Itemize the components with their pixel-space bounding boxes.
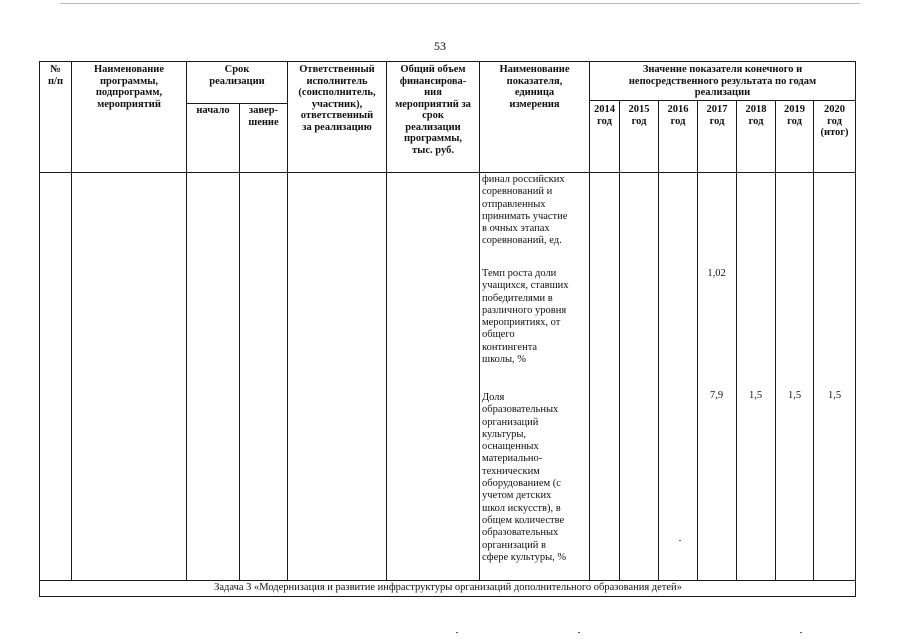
header-indicator: Наименование показателя, единица измерения bbox=[499, 64, 570, 110]
header-term: Срок реализации bbox=[209, 64, 265, 87]
scan-speck bbox=[800, 632, 802, 633]
header-year-2017: 2017 год bbox=[706, 104, 728, 127]
row-1-indicator: финал российских соревнований и отправленных принимать участие в очных этапах соревнований, ед. bbox=[482, 174, 568, 247]
scan-speck bbox=[679, 540, 681, 541]
header-term-end: завер- шение bbox=[248, 105, 279, 128]
row-2-value-2017: 1,02 bbox=[707, 268, 726, 279]
header-year-2020: 2020 год (итог) bbox=[820, 104, 849, 138]
row-3-indicator: Доля образовательных организаций культуры, оснащенных материально- техническим оборудованием (с учетом детских школ искусств), в общем количестве образовательных организаций в сфере культуры, % bbox=[482, 392, 567, 563]
row-3-value-2018: 1,5 bbox=[748, 390, 763, 401]
header-executor: Ответственный исполнитель (соисполнитель, участник), ответственный за реализацию bbox=[298, 64, 376, 133]
row-3-value-2019: 1,5 bbox=[787, 390, 802, 401]
row-3-value-2020: 1,5 bbox=[827, 390, 842, 401]
header-program: Наименование программы, подпрограмм, мероприятий bbox=[94, 64, 164, 110]
header-year-2016: 2016 год bbox=[667, 104, 689, 127]
header-year-2014: 2014 год bbox=[594, 104, 615, 127]
scan-speck bbox=[456, 632, 458, 633]
header-year-2018: 2018 год bbox=[745, 104, 767, 127]
scan-speck bbox=[578, 632, 580, 633]
row-3-value-2017: 7,9 bbox=[709, 390, 724, 401]
scan-edge-line bbox=[60, 3, 860, 4]
task-title: Задача 3 «Модернизация и развитие инфраструктуры организаций дополнительного образования детей» bbox=[214, 582, 682, 593]
header-num: № п/п bbox=[47, 64, 64, 87]
header-funding: Общий объем финансирова- ния мероприятий за срок реализации программы, тыс. руб. bbox=[395, 64, 471, 156]
row-2-indicator: Темп роста доли учащихся, ставших победителями в различного уровня мероприятиях, от общего контингента школы, % bbox=[482, 268, 569, 366]
header-year-2019: 2019 год bbox=[784, 104, 805, 127]
page-number: 53 bbox=[434, 39, 446, 53]
header-year-2015: 2015 год bbox=[628, 104, 650, 127]
header-term-start: начало bbox=[196, 105, 230, 116]
header-values-group: Значение показателя конечного и непосредственного результата по годам реализации bbox=[628, 64, 817, 98]
